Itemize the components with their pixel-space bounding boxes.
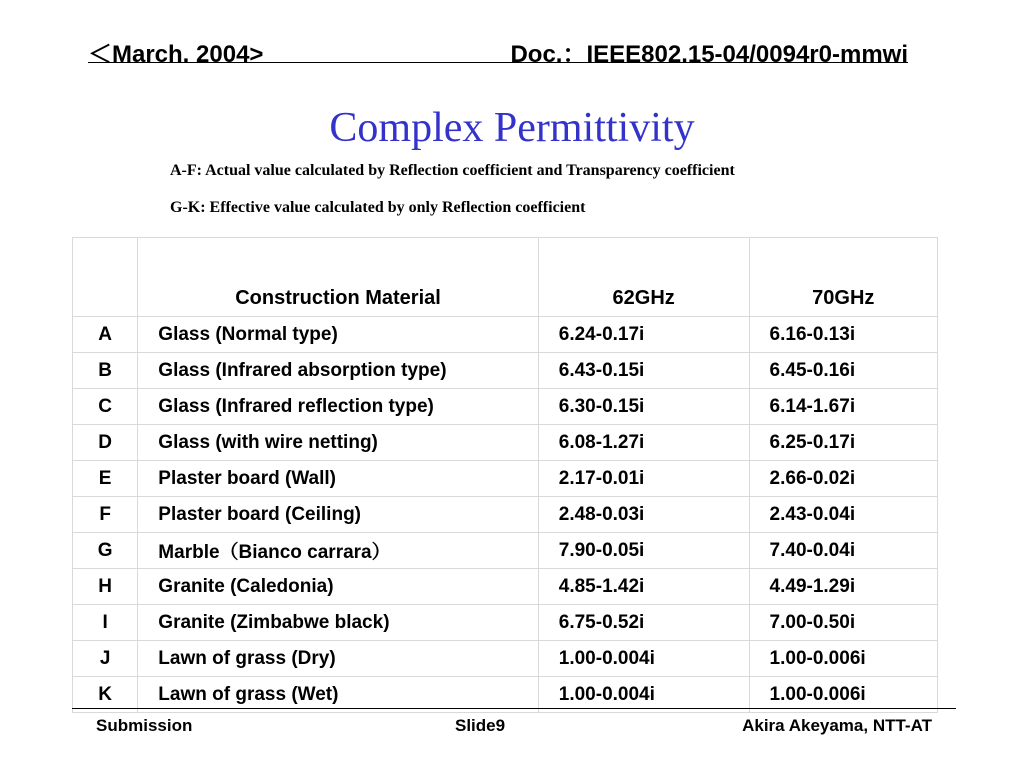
- cell-70ghz: 6.45-0.16i: [749, 353, 937, 389]
- table-row: [73, 461, 938, 497]
- cell-62ghz: 6.30-0.15i: [538, 389, 749, 425]
- table-row: [73, 497, 938, 533]
- footer-author: Akira Akeyama, NTT-AT: [742, 716, 932, 735]
- table-row: [73, 641, 938, 677]
- header-70ghz: 70GHz: [749, 238, 937, 317]
- table-body: [73, 317, 938, 713]
- cell-id: B: [73, 353, 138, 389]
- cell-62ghz: 2.17-0.01i: [538, 461, 749, 497]
- table-row: [73, 569, 938, 605]
- note-a-f: A-F: Actual value calculated by Reflection coefficient and Transparency coefficient: [170, 162, 735, 179]
- cell-70ghz: 2.43-0.04i: [749, 497, 937, 533]
- cell-id: C: [73, 389, 138, 425]
- slide-header: [88, 32, 908, 68]
- cell-62ghz: 6.43-0.15i: [538, 353, 749, 389]
- cell-material: Granite (Caledonia): [138, 569, 538, 605]
- cell-id: K: [73, 677, 138, 713]
- table-row: [73, 317, 938, 353]
- cell-70ghz: 6.25-0.17i: [749, 425, 937, 461]
- cell-material: Lawn of grass (Dry): [138, 641, 538, 677]
- cell-62ghz: 1.00-0.004i: [538, 677, 749, 713]
- table-row: [73, 353, 938, 389]
- cell-62ghz: 2.48-0.03i: [538, 497, 749, 533]
- table-row: [73, 605, 938, 641]
- cell-id: G: [73, 533, 138, 569]
- cell-70ghz: 1.00-0.006i: [749, 677, 937, 713]
- cell-62ghz: 6.24-0.17i: [538, 317, 749, 353]
- cell-material: Marble（Bianco carrara）: [138, 533, 538, 569]
- table-row: [73, 533, 938, 569]
- cell-material: Glass (Normal type): [138, 317, 538, 353]
- cell-id: I: [73, 605, 138, 641]
- cell-id: D: [73, 425, 138, 461]
- cell-material: Granite (Zimbabwe black): [138, 605, 538, 641]
- header-id: [73, 238, 138, 317]
- cell-id: A: [73, 317, 138, 353]
- cell-material: Glass (Infrared reflection type): [138, 389, 538, 425]
- footer-divider: [72, 708, 956, 709]
- cell-62ghz: 1.00-0.004i: [538, 641, 749, 677]
- cell-62ghz: 7.90-0.05i: [538, 533, 749, 569]
- note-g-k: G-K: Effective value calculated by only Reflection coefficient: [170, 199, 586, 216]
- cell-id: J: [73, 641, 138, 677]
- cell-material: Plaster board (Ceiling): [138, 497, 538, 533]
- cell-70ghz: 7.40-0.04i: [749, 533, 937, 569]
- cell-id: F: [73, 497, 138, 533]
- header-doc-id: Doc.：IEEE802.15-04/0094r0-mmwi: [510, 41, 908, 68]
- cell-id: H: [73, 569, 138, 605]
- cell-62ghz: 4.85-1.42i: [538, 569, 749, 605]
- cell-id: E: [73, 461, 138, 497]
- footer-slide-number: Slide9: [455, 716, 506, 735]
- footer-submission: Submission: [96, 716, 193, 735]
- header-date: ＜March. 2004>: [88, 41, 264, 68]
- cell-70ghz: 6.16-0.13i: [749, 317, 937, 353]
- table-row: [73, 389, 938, 425]
- table-row: [73, 425, 938, 461]
- cell-70ghz: 4.49-1.29i: [749, 569, 937, 605]
- cell-material: Glass (with wire netting): [138, 425, 538, 461]
- cell-material: Lawn of grass (Wet): [138, 677, 538, 713]
- cell-62ghz: 6.75-0.52i: [538, 605, 749, 641]
- header-material: Construction Material: [138, 238, 538, 317]
- cell-70ghz: 6.14-1.67i: [749, 389, 937, 425]
- cell-70ghz: 1.00-0.006i: [749, 641, 937, 677]
- cell-material: Glass (Infrared absorption type): [138, 353, 538, 389]
- permittivity-table: [72, 237, 938, 713]
- header-62ghz: 62GHz: [538, 238, 749, 317]
- table-header-row: [73, 238, 938, 317]
- slide-title: Complex Permittivity: [329, 105, 695, 151]
- cell-62ghz: 6.08-1.27i: [538, 425, 749, 461]
- cell-material: Plaster board (Wall): [138, 461, 538, 497]
- cell-70ghz: 7.00-0.50i: [749, 605, 937, 641]
- cell-70ghz: 2.66-0.02i: [749, 461, 937, 497]
